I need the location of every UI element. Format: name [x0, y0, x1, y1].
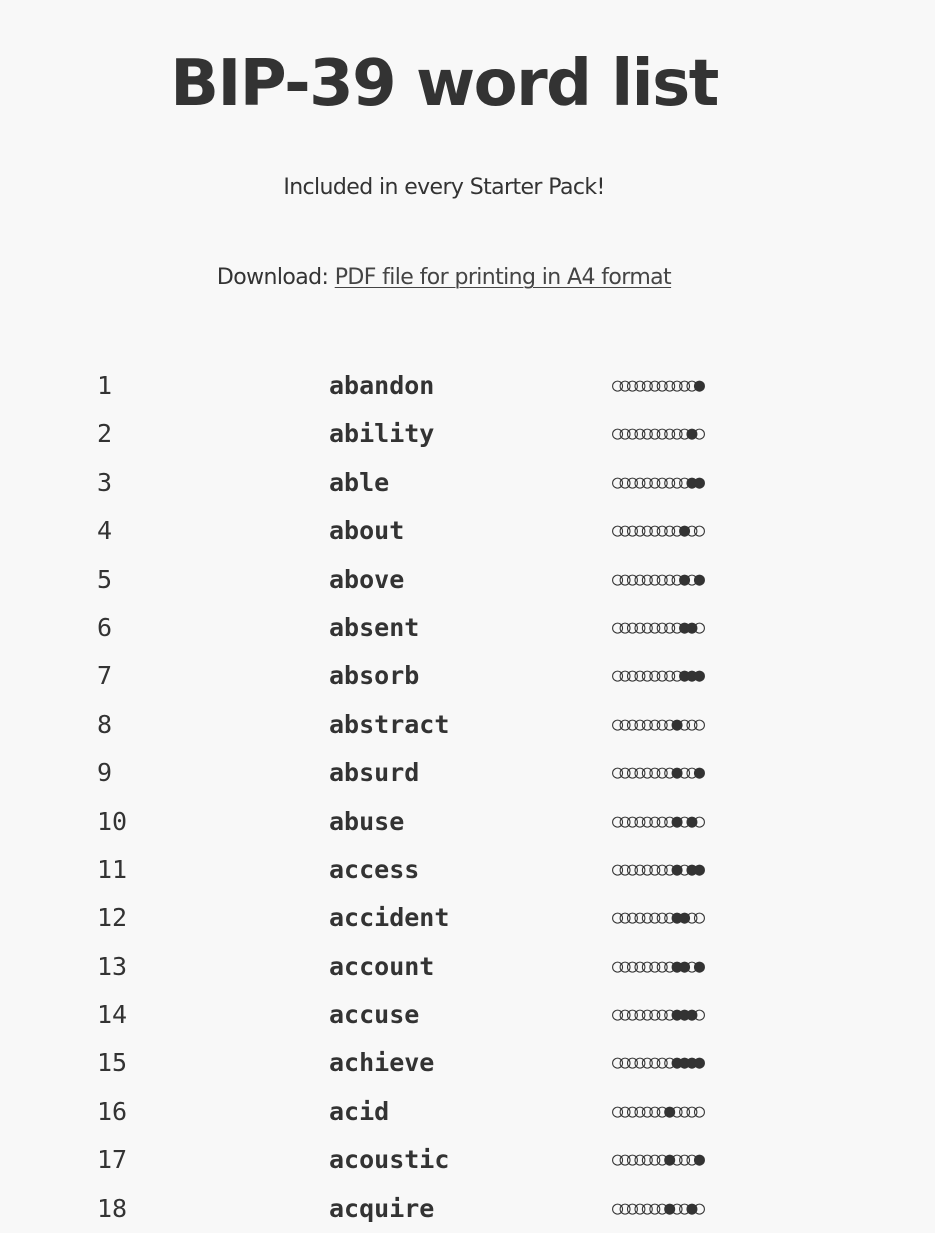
word-bit-pattern: ○○○○○○○○●○○○	[612, 713, 702, 735]
word-row	[0, 459, 935, 507]
word-row	[0, 798, 935, 846]
word-bit-pattern: ○○○○○○○○○●○●	[612, 568, 702, 590]
word-bit-pattern: ○○○○○○○○○●●○	[612, 616, 702, 638]
word-row	[0, 894, 935, 942]
word-row	[0, 556, 935, 604]
word-number: 1	[97, 371, 113, 400]
word-number: 15	[97, 1048, 128, 1078]
word-row	[0, 701, 935, 749]
word-row	[0, 652, 935, 700]
word-text: acid	[329, 1096, 390, 1126]
word-number: 7	[97, 661, 113, 691]
word-text: absurd	[329, 758, 420, 788]
word-bit-pattern: ○○○○○○○○●○○●	[612, 762, 702, 784]
word-bit-pattern: ○○○○○○○○●●○●	[612, 955, 702, 977]
word-list-table	[0, 362, 935, 1233]
word-bit-pattern: ○○○○○○○○○○●●	[612, 471, 702, 493]
word-number: 8	[97, 709, 113, 739]
page-subtitle: Included in every Starter Pack!	[283, 175, 605, 200]
word-row	[0, 991, 935, 1039]
word-row	[0, 943, 935, 991]
word-row	[0, 362, 935, 410]
word-number: 6	[97, 612, 113, 642]
word-number: 16	[97, 1096, 128, 1126]
word-bit-pattern: ○○○○○○○○●●●●	[612, 1052, 702, 1074]
word-bit-pattern: ○○○○○○○○●○●○	[612, 810, 702, 832]
word-number: 10	[97, 806, 128, 836]
word-bit-pattern: ○○○○○○○●○○●○	[612, 1197, 702, 1219]
word-row	[0, 749, 935, 797]
word-text: absorb	[329, 661, 420, 691]
word-text: abandon	[329, 371, 435, 400]
word-number: 12	[97, 903, 128, 933]
word-number: 9	[97, 758, 113, 788]
word-number: 11	[97, 854, 128, 884]
word-text: absent	[329, 612, 420, 642]
word-text: access	[329, 854, 420, 884]
word-row	[0, 507, 935, 555]
pdf-download-link[interactable]: PDF file for printing in A4 format	[334, 265, 672, 290]
word-bit-pattern: ○○○○○○○○○●○○	[612, 520, 702, 542]
word-text: abuse	[329, 806, 405, 836]
word-bit-pattern: ○○○○○○○●○○○●	[612, 1149, 702, 1171]
word-text: abstract	[329, 709, 450, 739]
word-bit-pattern: ○○○○○○○○●○●●	[612, 858, 702, 880]
word-bit-pattern: ○○○○○○○○○○○●	[612, 375, 702, 396]
word-text: about	[329, 516, 405, 546]
word-bit-pattern: ○○○○○○○○●●○○	[612, 907, 702, 929]
word-text: acquire	[329, 1193, 435, 1223]
word-number: 3	[97, 467, 113, 497]
word-row	[0, 846, 935, 894]
word-text: achieve	[329, 1048, 435, 1078]
word-text: accident	[329, 903, 450, 933]
word-number: 18	[97, 1193, 128, 1223]
word-row	[0, 1088, 935, 1136]
word-number: 13	[97, 951, 128, 981]
download-line	[0, 262, 888, 294]
word-text: accuse	[329, 1000, 420, 1030]
word-bit-pattern: ○○○○○○○○○●●●	[612, 665, 702, 687]
word-bit-pattern: ○○○○○○○○○○●○	[612, 423, 702, 445]
word-bit-pattern: ○○○○○○○●○○○○	[612, 1100, 702, 1122]
word-text: able	[329, 467, 390, 497]
word-number: 5	[97, 564, 113, 594]
download-label: Download:	[216, 265, 329, 290]
page-title: BIP-39 word list	[170, 47, 718, 121]
word-text: ability	[329, 419, 435, 449]
word-row	[0, 1136, 935, 1184]
word-number: 4	[97, 516, 113, 546]
word-row	[0, 1039, 935, 1087]
word-row	[0, 604, 935, 652]
word-row	[0, 1185, 935, 1233]
word-number: 2	[97, 419, 113, 449]
word-row	[0, 410, 935, 458]
word-number: 17	[97, 1145, 128, 1175]
word-text: account	[329, 951, 435, 981]
word-text: acoustic	[329, 1145, 450, 1175]
word-text: above	[329, 564, 405, 594]
word-bit-pattern: ○○○○○○○○●●●○	[612, 1004, 702, 1026]
word-number: 14	[97, 1000, 128, 1030]
